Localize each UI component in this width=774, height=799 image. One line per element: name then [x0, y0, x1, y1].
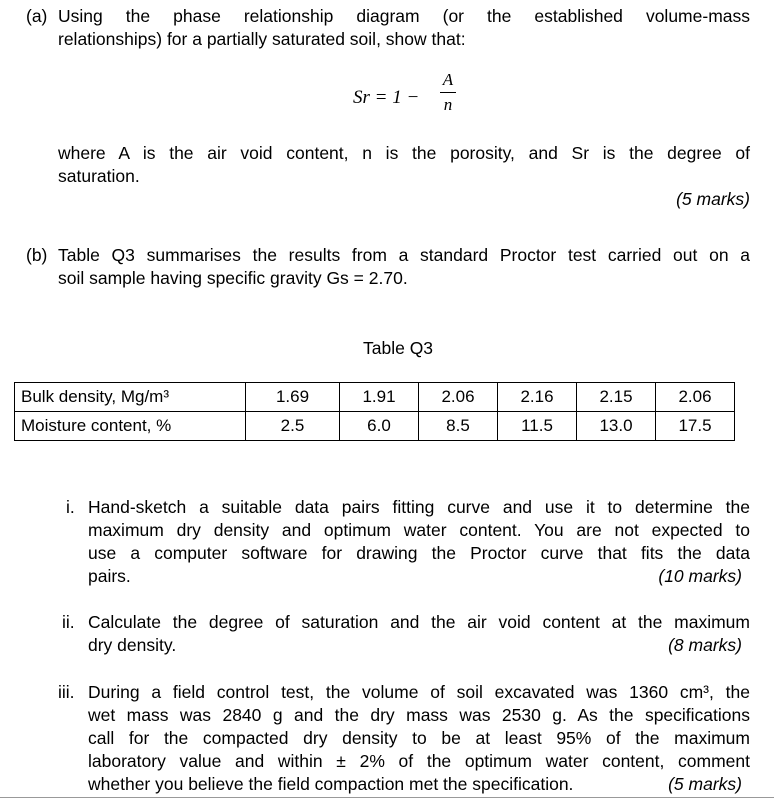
table-cell: 1.69	[246, 383, 340, 412]
part-a-line1: Using the phase relationship diagram (or the established volume-mass	[58, 6, 750, 26]
table-row	[15, 412, 735, 441]
table-cell: 2.06	[419, 383, 498, 412]
question-i-line1: Hand-sketch a suitable data pairs fitting curve and use it to determine the	[88, 497, 750, 517]
part-a-line2: relationships) for a partially saturated soil, show that:	[58, 29, 466, 49]
question-i-line4: pairs.	[88, 566, 131, 586]
part-a-marks: (5 marks)	[676, 189, 750, 209]
question-ii-line2: dry density.	[88, 635, 177, 655]
table-cell: 13.0	[577, 412, 656, 441]
table-cell: 2.15	[577, 383, 656, 412]
question-i-marks: (10 marks)	[658, 566, 742, 586]
table-cell: 11.5	[498, 412, 577, 441]
part-a-label: (a)	[26, 6, 48, 26]
part-b-line2: soil sample having specific gravity Gs = 2.70.	[58, 268, 408, 288]
question-iii-num: iii.	[58, 682, 75, 702]
proctor-table	[14, 382, 735, 441]
question-iii-line2: wet mass was 2840 g and the dry mass was 2530 g. As the specifications	[88, 705, 750, 725]
table-cell: 2.16	[498, 383, 577, 412]
question-i-line3: use a computer software for drawing the Proctor curve that fits the data	[88, 543, 750, 563]
question-ii-num: ii.	[62, 612, 75, 632]
table-cell: 2.5	[246, 412, 340, 441]
table-cell: 1.91	[340, 383, 419, 412]
table-cell: Bulk density, Mg/m³	[15, 383, 246, 412]
question-iii-line3: call for the compacted dry density to be at least 95% of the maximum	[88, 728, 750, 748]
table-cell: 6.0	[340, 412, 419, 441]
formula-numerator: A	[442, 70, 454, 89]
page-divider	[0, 797, 774, 798]
formula-fraction	[440, 70, 456, 115]
question-ii-line1: Calculate the degree of saturation and the air void content at the maximum	[88, 612, 750, 632]
part-a-where-line2: saturation.	[58, 166, 140, 186]
table-cell: 2.06	[656, 383, 735, 412]
question-i-line2: maximum dry density and optimum water content. You are not expected to	[88, 520, 750, 540]
part-b-line1: Table Q3 summarises the results from a standard Proctor test carried out on a	[58, 245, 750, 265]
part-b-label: (b)	[26, 245, 48, 265]
question-iii-marks: (5 marks)	[668, 774, 742, 794]
table-cell: Moisture content, %	[15, 412, 246, 441]
table-row	[15, 383, 735, 412]
question-iii-line5: whether you believe the field compaction met the specification.	[88, 774, 574, 794]
table-caption: Table Q3	[363, 338, 434, 358]
table-cell: 8.5	[419, 412, 498, 441]
table-cell: 17.5	[656, 412, 735, 441]
question-ii-marks: (8 marks)	[668, 635, 742, 655]
part-a-where-line1: where A is the air void content, n is the porosity, and Sr is the degree of	[58, 143, 750, 163]
formula-denominator: n	[443, 95, 453, 114]
question-i-num: i.	[66, 497, 75, 517]
question-iii-line1: During a field control test, the volume of soil excavated was 1360 cm³, the	[88, 682, 750, 702]
fraction-bar	[440, 92, 456, 93]
formula-lhs: Sr = 1 −	[353, 87, 420, 108]
question-iii-line4: laboratory value and within ± 2% of the optimum water content, comment	[88, 751, 750, 771]
